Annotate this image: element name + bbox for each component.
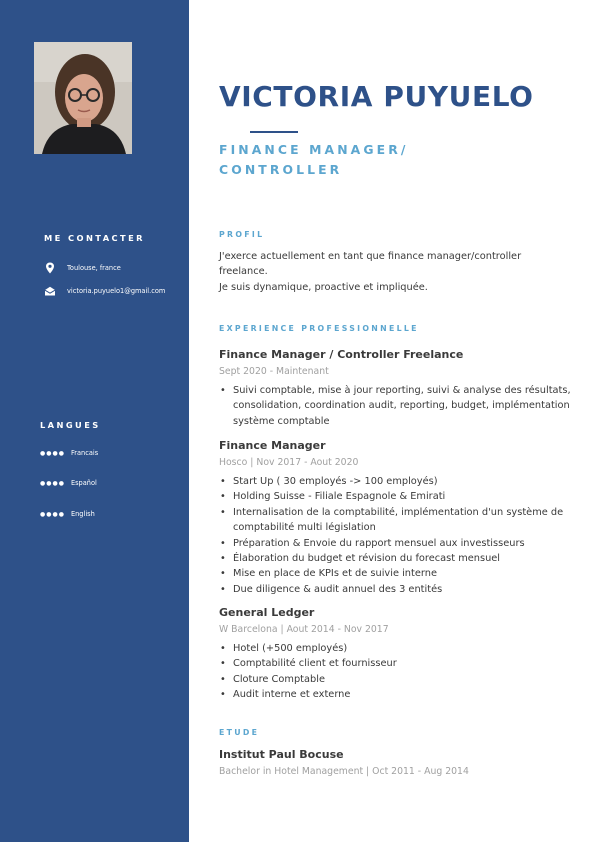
list-item: • Holding Suisse - Filiale Espagnole & Emirati bbox=[233, 489, 583, 504]
job-title-line: CONTROLLER bbox=[219, 162, 343, 177]
job-meta: W Barcelona | Aout 2014 - Nov 2017 bbox=[219, 624, 389, 635]
language-label: Francais bbox=[70, 449, 99, 457]
job-bullets bbox=[219, 474, 583, 597]
education-meta: Bachelor in Hotel Management | Oct 2011 - Aug 2014 bbox=[219, 766, 469, 777]
profile-line: J'exerce actuellement en tant que finance manager/controller freelance. bbox=[219, 251, 522, 278]
language-level-dots: ●●●● bbox=[40, 479, 65, 487]
languages-heading: LANGUES bbox=[40, 420, 101, 430]
list-item: • Suivi comptable, mise à jour reporting, suivi & analyse des résultats, consolidation, coordination audit, reporting, budget, implémentation système comptable bbox=[233, 383, 583, 429]
map-pin-icon bbox=[44, 262, 56, 274]
school-name: Institut Paul Bocuse bbox=[219, 748, 344, 761]
language-label: English bbox=[70, 510, 95, 518]
list-item: • Élaboration du budget et révision du forecast mensuel bbox=[233, 551, 583, 566]
list-item: • Start Up ( 30 employés -> 100 employés) bbox=[233, 474, 583, 489]
language-level-dots: ●●●● bbox=[40, 449, 65, 457]
contact-email[interactable] bbox=[44, 285, 165, 297]
envelope-icon bbox=[44, 285, 56, 297]
name-divider bbox=[250, 131, 298, 133]
experience-heading: EXPERIENCE PROFESSIONNELLE bbox=[219, 324, 419, 333]
list-item: • Préparation & Envoie du rapport mensuel aux investisseurs bbox=[233, 536, 583, 551]
job-title-line: FINANCE MANAGER/ bbox=[219, 142, 409, 157]
list-item: • Comptabilité client et fournisseur bbox=[233, 656, 583, 671]
profile-heading: PROFIL bbox=[219, 230, 265, 239]
list-item: • Cloture Comptable bbox=[233, 672, 583, 687]
contact-heading: ME CONTACTER bbox=[44, 233, 145, 243]
language-item bbox=[40, 449, 98, 457]
portrait-image bbox=[34, 42, 132, 154]
profile-line: Je suis dynamique, proactive et impliquée. bbox=[219, 281, 428, 293]
job-meta: Sept 2020 - Maintenant bbox=[219, 366, 329, 377]
list-item: • Internalisation de la comptabilité, implémentation d'un système de comptabilité multi législation bbox=[233, 505, 583, 536]
job-title: Finance Manager / Controller Freelance bbox=[219, 348, 464, 361]
job-title-heading bbox=[219, 140, 479, 180]
language-level-dots: ●●●● bbox=[40, 510, 65, 518]
list-item: • Audit interne et externe bbox=[233, 687, 583, 702]
language-item bbox=[40, 510, 95, 518]
profile-photo bbox=[34, 42, 132, 154]
profile-text bbox=[219, 249, 564, 295]
job-title: General Ledger bbox=[219, 606, 315, 619]
education-heading: ETUDE bbox=[219, 728, 260, 737]
list-item: • Due diligence & audit annuel des 3 entités bbox=[233, 582, 583, 597]
person-name: VICTORIA PUYUELO bbox=[219, 80, 534, 113]
list-item: • Hotel (+500 employés) bbox=[233, 641, 583, 656]
contact-location-text: Toulouse, france bbox=[67, 264, 121, 272]
language-label: Español bbox=[70, 479, 97, 487]
contact-location bbox=[44, 262, 121, 274]
job-title: Finance Manager bbox=[219, 439, 326, 452]
job-bullets bbox=[219, 641, 583, 703]
contact-email-text[interactable]: victoria.puyuelo1@gmail.com bbox=[67, 287, 166, 295]
language-item bbox=[40, 479, 97, 487]
job-meta: Hosco | Nov 2017 - Aout 2020 bbox=[219, 457, 359, 468]
job-bullets bbox=[219, 383, 583, 429]
list-item: • Mise en place de KPIs et de suivie interne bbox=[233, 566, 583, 581]
